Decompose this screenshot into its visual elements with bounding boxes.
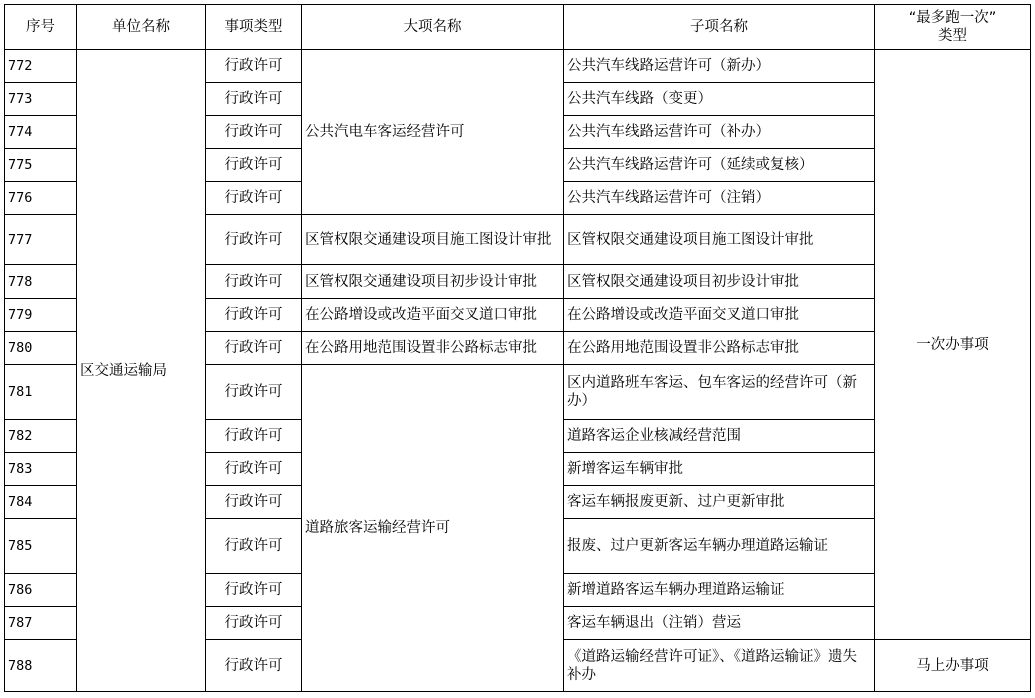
sub-item: 公共汽车线路运营许可（补办） xyxy=(564,116,875,149)
row-number: 780 xyxy=(5,332,77,365)
matter-type: 行政许可 xyxy=(206,574,302,607)
matter-type: 行政许可 xyxy=(206,420,302,453)
matter-type: 行政许可 xyxy=(206,640,302,692)
header-type: 事项类型 xyxy=(206,5,302,50)
table-row xyxy=(5,50,1031,83)
matter-type: 行政许可 xyxy=(206,365,302,420)
sub-item: 在公路增设或改造平面交叉道口审批 xyxy=(564,299,875,332)
row-number: 772 xyxy=(5,50,77,83)
row-number: 788 xyxy=(5,640,77,692)
header-run-type xyxy=(875,5,1031,50)
matter-type: 行政许可 xyxy=(206,607,302,640)
sub-item: 公共汽车线路运营许可（延续或复核） xyxy=(564,149,875,182)
header-no: 序号 xyxy=(5,5,77,50)
header-run-type-line2: 类型 xyxy=(938,28,967,44)
sub-item: 区内道路班车客运、包车客运的经营许可（新办） xyxy=(564,365,875,420)
sub-item: 公共汽车线路（变更） xyxy=(564,83,875,116)
run-type-once: 一次办事项 xyxy=(875,50,1031,640)
row-number: 781 xyxy=(5,365,77,420)
row-number: 773 xyxy=(5,83,77,116)
matter-type: 行政许可 xyxy=(206,519,302,574)
big-item-design-prelim: 区管权限交通建设项目初步设计审批 xyxy=(302,265,564,299)
header-unit: 单位名称 xyxy=(77,5,206,50)
sub-item: 区管权限交通建设项目施工图设计审批 xyxy=(564,215,875,265)
row-number: 774 xyxy=(5,116,77,149)
sub-item: 在公路用地范围设置非公路标志审批 xyxy=(564,332,875,365)
big-item-signs: 在公路用地范围设置非公路标志审批 xyxy=(302,332,564,365)
row-number: 778 xyxy=(5,265,77,299)
matter-type: 行政许可 xyxy=(206,116,302,149)
unit-name-cell: 区交通运输局 xyxy=(77,50,206,692)
matter-type: 行政许可 xyxy=(206,149,302,182)
matter-type: 行政许可 xyxy=(206,486,302,519)
big-item-crossing: 在公路增设或改造平面交叉道口审批 xyxy=(302,299,564,332)
row-number: 785 xyxy=(5,519,77,574)
row-number: 775 xyxy=(5,149,77,182)
row-number: 776 xyxy=(5,182,77,215)
big-item-passenger: 道路旅客运输经营许可 xyxy=(302,365,564,692)
header-big-item: 大项名称 xyxy=(302,5,564,50)
header-sub-item: 子项名称 xyxy=(564,5,875,50)
sub-item: 客运车辆退出（注销）营运 xyxy=(564,607,875,640)
matter-type: 行政许可 xyxy=(206,332,302,365)
matter-type: 行政许可 xyxy=(206,83,302,116)
big-item-design-drawing: 区管权限交通建设项目施工图设计审批 xyxy=(302,215,564,265)
row-number: 784 xyxy=(5,486,77,519)
row-number: 777 xyxy=(5,215,77,265)
sub-item: 新增客运车辆审批 xyxy=(564,453,875,486)
matters-table xyxy=(4,4,1031,692)
sub-item: 新增道路客运车辆办理道路运输证 xyxy=(564,574,875,607)
row-number: 779 xyxy=(5,299,77,332)
sub-item: 客运车辆报废更新、过户更新审批 xyxy=(564,486,875,519)
row-number: 783 xyxy=(5,453,77,486)
header-run-type-line1: “最多跑一次” xyxy=(908,10,997,26)
row-number: 786 xyxy=(5,574,77,607)
matter-type: 行政许可 xyxy=(206,299,302,332)
sub-item: 道路客运企业核减经营范围 xyxy=(564,420,875,453)
row-number: 787 xyxy=(5,607,77,640)
sub-item: 公共汽车线路运营许可（新办） xyxy=(564,50,875,83)
header-row xyxy=(5,5,1031,50)
matter-type: 行政许可 xyxy=(206,182,302,215)
sub-item: 公共汽车线路运营许可（注销） xyxy=(564,182,875,215)
sub-item: 区管权限交通建设项目初步设计审批 xyxy=(564,265,875,299)
run-type-immediate: 马上办事项 xyxy=(875,640,1031,692)
sub-item: 《道路运输经营许可证》、《道路运输证》遗失补办 xyxy=(564,640,875,692)
big-item-bus: 公共汽电车客运经营许可 xyxy=(302,50,564,215)
matter-type: 行政许可 xyxy=(206,50,302,83)
row-number: 782 xyxy=(5,420,77,453)
matter-type: 行政许可 xyxy=(206,453,302,486)
matter-type: 行政许可 xyxy=(206,215,302,265)
sub-item: 报废、过户更新客运车辆办理道路运输证 xyxy=(564,519,875,574)
matter-type: 行政许可 xyxy=(206,265,302,299)
